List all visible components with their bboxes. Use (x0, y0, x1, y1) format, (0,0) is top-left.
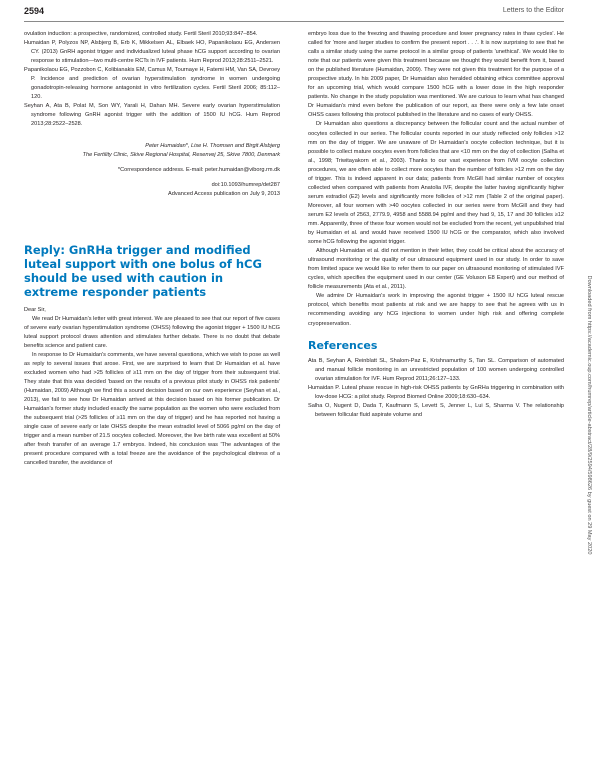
salutation: Dear Sir, (24, 306, 46, 313)
body-paragraph: We admire Dr Humaidan's work in improving the agonist trigger + 1500 IU hCG luteal rescue protocol, which benefits most patients at risk and we are happy to see that he agrees with us in recommending avoiding any hCG injections to women under high risk and offering complete cryopreservation. (308, 293, 564, 327)
reference-entry: Ata B, Seyhan A, Reinblatt SL, Shalom-Paz E, Krishnamurthy S, Tan SL. Comparison of automated and manual follicle monitoring in an unrestricted population of 100 women undergoing controlled ovarian stimulation for IVF. Hum Reprod 2011;26:127–133. (308, 357, 564, 382)
advance-access-date: Advanced Access publication on July 9, 2013 (168, 190, 280, 197)
page-number: 2594 (24, 6, 45, 16)
body-paragraph: Although Humaidan et al. did not mention in their letter, they could be critical about the accuracy of ultrasound monitoring or the quality of our ultrasound equipment used in our study. In order to save from limited space we would like to refer them to our paper on ultrasound monitoring of stimulated IVF cycles, which specifies the equipment used in our center (GE Voluson E8 Expert) and our method of follicle measurements (Ata et al., 2011). (308, 248, 564, 291)
header-rule (24, 21, 564, 22)
body-paragraph: In response to Dr Humaidan's comments, we have several questions, which we wish to pose as well as reply to several issues that arose. First, we are surprised to learn that Dr Humaidan et al. have excluded women who had >25 follicles of ≥11 mm on the day of trigger from their subsequent trial. They state that this was decided 'based on the results of a previous pilot study in OHSS risk patients' (Humaidan, 2009) Although we find this a sound decision based on our own experience (Seyhan et al., 2013), we fail to see how Dr Humaidan arrived at this decision based on his former publication. Dr Humaidan's former study included exactly the same population as the women who were excluded from the subsequent trial (>25 follicles of ≥11 mm on the day of trigger) and he has reported not having a single case of severe early or late OHSS despite the mean estradiol level of 5066 pg/ml on the day of trigger and a mean number of 21.5 oocytes collected. Moreover, the live birth rate was excellent at 50% after fresh transfer of an average 1.7 embryos. Indeed, his conclusion was 'The advantages of the present procedure compared with a total freeze are the avoidance of the psychological distress of a cancelled transfer, the avoidance of (24, 351, 280, 467)
download-notice: Downloaded from https://academic.oup.com/humrep/article-abstract/28/9/2594/598626 by guest on 29 May 2020 (586, 275, 592, 555)
reference-entry: Papanikolaou EG, Pozzobon C, Kolibianakis EM, Camus M, Tournaye H, Fatemi HM, Van SA, Devroey P. Incidence and prediction of ovarian hyperstimulation syndrome in women undergoing gonadotropin-releasing hormone antagonist in vitro fertilization cycles. Fertil Steril 2006; 85:112–120. (24, 67, 280, 101)
body-paragraph: We read Dr Humaidan's letter with great interest. We are pleased to see that our report of five cases of severe early ovarian hyperstimulation syndrome (OHSS) following the agonist trigger + 1500 IU hCG luteal support protocol draws attention and stimulates further debate. There is no doubt that debate benefits science and patient care. (24, 315, 280, 349)
reply-title: Reply: GnRHa trigger and modified luteal support with one bolus of hCG should be used with caution in extreme responder patients (24, 242, 262, 300)
correspondence-address: *Correspondence address. E-mail: peter.humaidan@viborg.rm.dk (117, 166, 280, 173)
reference-entry: ovulation induction: a prospective, randomized, controlled study. Fertil Steril 2010;93:847–854. (24, 31, 258, 37)
doi-link[interactable]: doi:10.1093/humrep/det287 (211, 181, 280, 188)
reference-entry: Humaidan P, Polyzos NP, Alsbjerg B, Erb K, Mikkelsen AL, Elbaek HO, Papanikolaou EG, Andersen CY. (2013) GnRH agonist trigger and individualized luteal phase hCG support according to ovarian response to stimulation—two multi-centre RCTs in IVF patients. Hum Reprod 2013;28:2511–2521. (24, 40, 280, 65)
references-heading: References (308, 338, 378, 352)
author-affiliation: The Fertility Clinic, Skive Regional Hospital, Resenvej 25, Skive 7800, Denmark (82, 151, 280, 158)
section-name: Letters to the Editor (502, 7, 564, 14)
author-signature: Peter Humaidan*, Lise H. Thomsen and Birgit Alsbjerg (145, 142, 280, 149)
body-paragraph: Dr Humaidan also questions a discrepancy between the follicular count and the actual number of oocytes collected in our series. The follicular counts reported in our study reflected only follicles >12 mm on the day of trigger. We are unaware of Dr Humaidan's oocyte collection technique, but it is possible to collect mature oocytes even from follicles that are <10 mm on the day of collection (Salha et al., 1998; Triwitayakorn et al., 2003). Thanks to our vast experience from IVM oocyte collection procedures, we are often able to collect more oocytes than the number of follicles >12 mm on the day of trigger. This is indeed apparent in our data; patients from McGill had similar number of oocytes collected when compared with patients from Anatolia IVF, despite the latter having significantly higher serum estradiol (E2) levels and significantly more follicles of >12 mm (Table 2 of the original paper). Moreover, all four women with >40 oocytes collected in our series were from McGill and they had serum E2 levels of 2563, 2779.9, 4958 and 5588.94 pg/ml and they had 9, 15, 17 and 30 follicles ≥12 mm. Apparently, three of these four women would not be excluded from the recent, yet unpublished trial by Humaidan et al. and would have received 1500 IU hCG or the comparator, which also involved some hCG following the agonist trigger. (308, 121, 564, 246)
running-header (24, 6, 564, 20)
right-column (308, 30, 564, 420)
reference-entry: Humaidan P. Luteal phase rescue in high-risk OHSS patients by GnRHa triggering in combination with low-dose HCG: a pilot study. Reprod Biomed Online 2009;18:630–634. (308, 384, 564, 400)
download-watermark (584, 150, 594, 680)
left-column (24, 30, 280, 468)
reference-entry: Seyhan A, Ata B, Polat M, Son WY, Yarali H, Dahan MH. Severe early ovarian hyperstimulation syndrome following GnRH agonist trigger with the addition of 1500 IU hCG. Hum Reprod 2013;28:2522–2528. (24, 103, 280, 128)
body-paragraph: embryo loss due to the freezing and thawing procedure and lower pregnancy rates in thaw cycles'. He called for 'more and larger studies to confirm the present report . . .'. It is now surprising to see that he calls a similar study using the same protocol in a similar group of patients 'unethical'. We would like to note that our patients were given this treatment because we thought they would benefit from it, based on the published literature (Humaidan, 2009). They were not given this treatment for the purpose of a prospective study. In his 2009 paper, Dr Humaidan also heralded obtaining ethics committee approval for an upcoming trial, which would compare 1500 hCG with a lower dose in the high responder patients. No change in the study population was mentioned. We are curious to learn what has changed Dr Humaidan's mind even before the publication of our report, as there were only a few late onset OHSS cases following this protocol published in the literature and no cases of early OHSS. (308, 31, 564, 119)
reference-entry: Salha O, Nugent D, Dada T, Kaufmann S, Levett S, Jenner L, Lui S, Sharma V. The relationship between follicular fluid aspirate volume and (308, 402, 564, 418)
